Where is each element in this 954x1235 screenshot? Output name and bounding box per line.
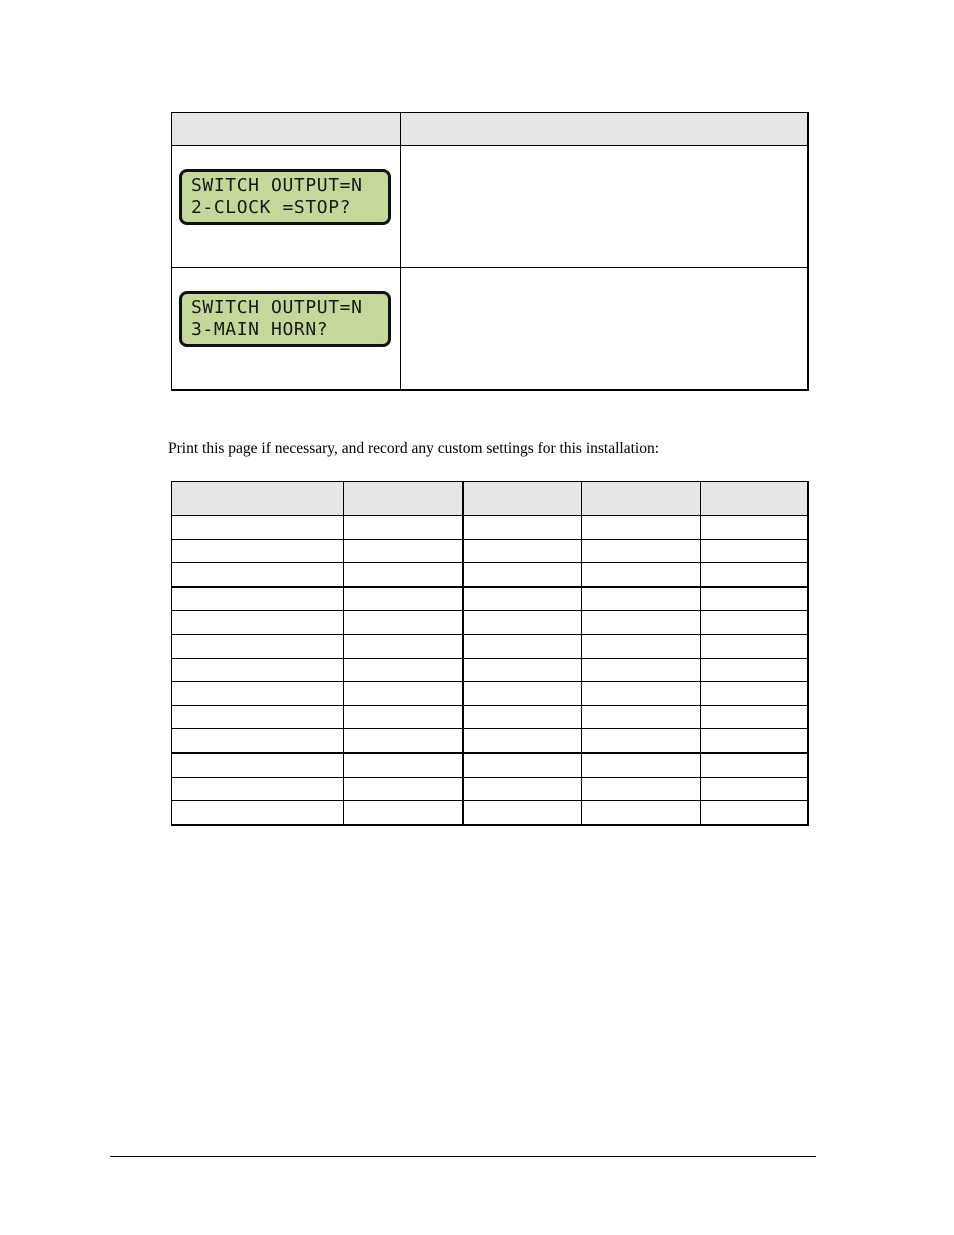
table-row	[172, 516, 808, 540]
table-row	[172, 729, 808, 753]
table-row	[172, 634, 808, 658]
record-cell	[344, 539, 463, 563]
lcd-table-header-description	[401, 113, 809, 146]
record-cell	[172, 682, 344, 706]
record-cell	[463, 611, 582, 635]
grid-header-cell	[701, 482, 808, 516]
record-cell	[172, 705, 344, 729]
record-cell	[344, 777, 463, 801]
record-cell	[463, 516, 582, 540]
record-cell	[463, 729, 582, 753]
table-row	[172, 801, 808, 825]
record-cell	[463, 753, 582, 777]
lcd-line-2: 2-CLOCK =STOP?	[191, 197, 352, 218]
table-row	[172, 682, 808, 706]
table-row	[172, 563, 808, 587]
record-cell	[463, 563, 582, 587]
record-cell	[172, 516, 344, 540]
grid-header-cell	[344, 482, 463, 516]
record-cell	[582, 777, 701, 801]
record-cell	[701, 587, 808, 611]
record-cell	[582, 729, 701, 753]
table-row	[172, 611, 808, 635]
grid-header-cell	[582, 482, 701, 516]
record-cell	[582, 801, 701, 825]
record-cell	[463, 658, 582, 682]
record-cell	[582, 516, 701, 540]
record-cell	[344, 753, 463, 777]
record-cell	[463, 634, 582, 658]
settings-record-table	[171, 481, 809, 826]
lcd-line-2: 3-MAIN HORN?	[191, 319, 329, 340]
table-row	[172, 777, 808, 801]
record-cell	[701, 753, 808, 777]
record-cell	[344, 634, 463, 658]
table-row	[172, 587, 808, 611]
record-cell	[701, 611, 808, 635]
lcd-display	[179, 169, 391, 225]
record-cell	[344, 611, 463, 635]
record-cell	[701, 682, 808, 706]
table-row	[172, 146, 809, 268]
footer-divider	[110, 1156, 816, 1157]
record-cell	[582, 587, 701, 611]
description-cell	[401, 146, 809, 268]
record-cell	[463, 539, 582, 563]
table-row	[172, 268, 809, 391]
table-row	[172, 539, 808, 563]
record-cell	[344, 563, 463, 587]
record-cell	[172, 587, 344, 611]
record-cell	[701, 801, 808, 825]
record-cell	[701, 777, 808, 801]
record-cell	[344, 729, 463, 753]
record-cell	[701, 658, 808, 682]
lcd-line-1: SWITCH OUTPUT=N	[191, 297, 363, 318]
lcd-table-header-display	[172, 113, 401, 146]
table-row	[172, 658, 808, 682]
record-cell	[701, 516, 808, 540]
record-cell	[582, 753, 701, 777]
record-cell	[582, 611, 701, 635]
record-cell	[172, 539, 344, 563]
grid-body	[172, 516, 808, 825]
record-cell	[582, 682, 701, 706]
record-cell	[172, 753, 344, 777]
table-row	[172, 705, 808, 729]
grid-header-cell	[463, 482, 582, 516]
record-cell	[582, 705, 701, 729]
record-cell	[701, 705, 808, 729]
record-cell	[582, 539, 701, 563]
grid-header-cell	[172, 482, 344, 516]
record-cell	[344, 682, 463, 706]
record-cell	[172, 611, 344, 635]
lcd-cell	[172, 146, 401, 268]
record-cell	[582, 658, 701, 682]
record-cell	[463, 682, 582, 706]
grid-header-row	[172, 482, 808, 516]
record-cell	[344, 705, 463, 729]
record-cell	[344, 658, 463, 682]
record-cell	[582, 634, 701, 658]
record-cell	[701, 729, 808, 753]
record-cell	[463, 777, 582, 801]
record-cell	[463, 587, 582, 611]
lcd-cell	[172, 268, 401, 391]
record-cell	[463, 801, 582, 825]
record-cell	[172, 634, 344, 658]
record-cell	[172, 563, 344, 587]
record-cell	[172, 801, 344, 825]
lcd-display-table	[171, 112, 809, 391]
record-cell	[344, 587, 463, 611]
record-cell	[172, 658, 344, 682]
record-cell	[701, 634, 808, 658]
record-cell	[172, 729, 344, 753]
record-cell	[701, 563, 808, 587]
record-cell	[172, 777, 344, 801]
record-cell	[701, 539, 808, 563]
record-cell	[582, 563, 701, 587]
table-row	[172, 753, 808, 777]
intro-text: Print this page if necessary, and record any custom settings for this installation:	[168, 440, 660, 457]
record-cell	[344, 801, 463, 825]
record-cell	[463, 705, 582, 729]
record-cell	[344, 516, 463, 540]
lcd-display	[179, 291, 391, 347]
description-cell	[401, 268, 809, 391]
lcd-line-1: SWITCH OUTPUT=N	[191, 175, 363, 196]
